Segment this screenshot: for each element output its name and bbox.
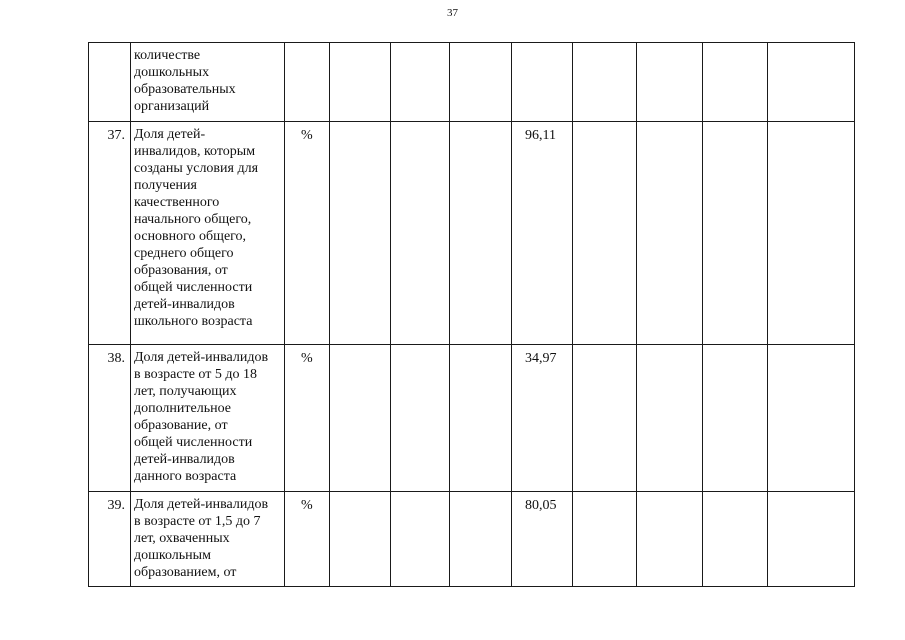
empty-cell	[768, 492, 855, 587]
empty-cell	[573, 345, 637, 492]
empty-cell	[573, 492, 637, 587]
empty-cell	[703, 43, 768, 122]
empty-cell	[573, 43, 637, 122]
empty-cell	[391, 492, 450, 587]
row-number	[89, 43, 131, 122]
empty-cell	[450, 492, 512, 587]
empty-cell	[703, 492, 768, 587]
page-number: 37	[447, 7, 458, 19]
value-cell: 34,97	[512, 345, 573, 492]
table-row	[89, 492, 855, 587]
empty-cell	[330, 345, 391, 492]
unit-cell: %	[285, 122, 330, 345]
empty-cell	[330, 492, 391, 587]
empty-cell	[330, 43, 391, 122]
empty-cell	[637, 345, 703, 492]
empty-cell	[391, 122, 450, 345]
empty-cell	[573, 122, 637, 345]
table-row	[89, 122, 855, 345]
empty-cell	[768, 122, 855, 345]
row-number: 37.	[89, 122, 131, 345]
value-cell: 80,05	[512, 492, 573, 587]
empty-cell	[450, 43, 512, 122]
table-row	[89, 345, 855, 492]
indicator-name: количестве дошкольных образовательных организаций	[131, 43, 285, 122]
row-number: 39.	[89, 492, 131, 587]
empty-cell	[637, 122, 703, 345]
empty-cell	[330, 122, 391, 345]
empty-cell	[768, 43, 855, 122]
empty-cell	[450, 122, 512, 345]
row-number: 38.	[89, 345, 131, 492]
empty-cell	[703, 345, 768, 492]
empty-cell	[637, 43, 703, 122]
value-cell: 96,11	[512, 122, 573, 345]
empty-cell	[768, 345, 855, 492]
unit-cell	[285, 43, 330, 122]
value-cell	[512, 43, 573, 122]
empty-cell	[391, 345, 450, 492]
indicator-name: Доля детей-инвалидов в возрасте от 5 до 18 лет, получающих дополнительное образование, от общей численности детей-инвалидов данного возраста	[131, 345, 285, 492]
indicators-table	[88, 42, 855, 587]
unit-cell: %	[285, 345, 330, 492]
unit-cell: %	[285, 492, 330, 587]
empty-cell	[637, 492, 703, 587]
indicator-name: Доля детей- инвалидов, которым созданы условия для получения качественного начального общего, основного общего, среднего общего образования, от общей численности детей-инвалидов школьного возраста	[131, 122, 285, 345]
empty-cell	[450, 345, 512, 492]
empty-cell	[391, 43, 450, 122]
empty-cell	[703, 122, 768, 345]
table-row	[89, 43, 855, 122]
indicator-name: Доля детей-инвалидов в возрасте от 1,5 до 7 лет, охваченных дошкольным образованием, от	[131, 492, 285, 587]
